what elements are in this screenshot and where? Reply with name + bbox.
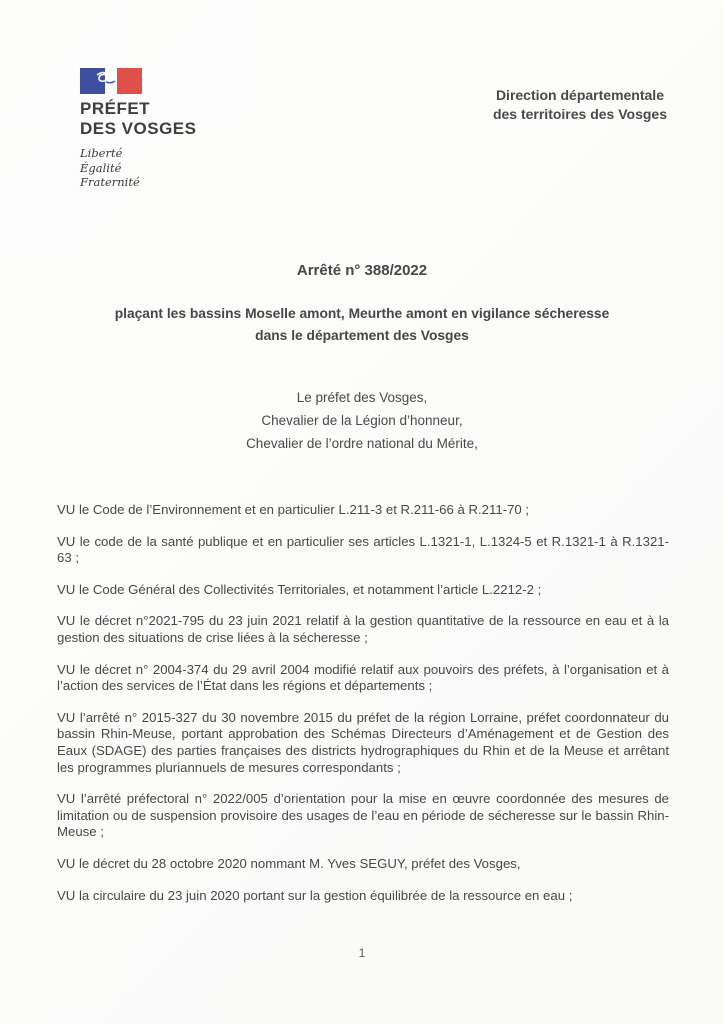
- service-line2: des territoires des Vosges: [492, 105, 667, 122]
- republic-motto: [80, 146, 196, 190]
- prefecture-name-line2: DES VOSGES: [80, 119, 197, 138]
- french-flag-marianne-icon: [80, 68, 142, 94]
- vu-paragraph: VU le code de la santé publique et en particulier ses articles L.1321-1, L.1324-5 et R.1321-1 à R.1321-63 ;: [57, 533, 669, 566]
- vu-paragraph: VU la circulaire du 23 juin 2020 portant sur la gestion équilibrée de la ressource en eau ;: [57, 887, 573, 903]
- vu-paragraph: VU le décret n° 2004-374 du 29 avril 2004 modifié relatif aux pouvoirs des préfets, à l’organisation et à l’action des services de l’État dans les régions et départements ;: [57, 661, 669, 694]
- motto-egalite: Égalité: [80, 160, 122, 175]
- vu-paragraph: VU le Code Général des Collectivités Territoriales, et notamment l’article L.2212-2 ;: [57, 581, 542, 597]
- prefecture-name-line1: PRÉFET: [80, 99, 151, 118]
- prefecture-name: [80, 99, 196, 139]
- prefecture-logo: [80, 68, 196, 190]
- vu-paragraph: VU l’arrêté préfectoral n° 2022/005 d’orientation pour la mise en œuvre coordonnée des mesures de limitation ou de suspension provisoire des usages de l’eau en période de sécheresse sur le bassin Rhin-Meuse ;: [57, 791, 669, 840]
- vu-paragraph: VU le décret du 28 octobre 2020 nommant M. Yves SEGUY, préfet des Vosges,: [57, 855, 521, 871]
- vu-paragraph: VU le décret n°2021-795 du 23 juin 2021 relatif à la gestion quantitative de la ressource en eau et à la gestion des situations de crise liées à la sécheresse ;: [57, 613, 669, 645]
- subtitle-line1: plaçant les bassins Moselle amont, Meurthe amont en vigilance sécheresse: [114, 306, 610, 321]
- salutation-line3: Chevalier de l’ordre national du Mérite,: [246, 436, 478, 451]
- salutation-line1: Le préfet des Vosges,: [296, 390, 428, 405]
- document-subtitle: [0, 303, 724, 347]
- salutation-block: [0, 386, 724, 455]
- motto-fraternite: Fraternité: [80, 175, 140, 189]
- motto-liberte: Liberté: [80, 146, 123, 160]
- page-number: 1: [358, 946, 366, 960]
- document-body: [57, 502, 669, 919]
- document-title: Arrêté n° 388/2022: [296, 262, 428, 279]
- subtitle-line2: dans le département des Vosges: [255, 328, 469, 343]
- vu-paragraph: VU l’arrêté n° 2015-327 du 30 novembre 2015 du préfet de la région Lorraine, préfet coordonnateur du bassin Rhin-Meuse, portant approbation des Schémas Directeurs d’Aménagement et de Gestion des Eaux (SDAGE) des parties françaises des districts hydrographiques du Rhin et de la Meuse et arrêtant les programmes pluriannuels de mesures correspondants ;: [57, 709, 669, 775]
- vu-paragraph: VU le Code de l’Environnement et en particulier L.211-3 et R.211-66 à R.211-70 ;: [57, 502, 530, 517]
- salutation-line2: Chevalier de la Légion d’honneur,: [261, 413, 463, 428]
- service-line1: Direction départementale: [495, 87, 664, 103]
- issuing-service: [493, 86, 667, 123]
